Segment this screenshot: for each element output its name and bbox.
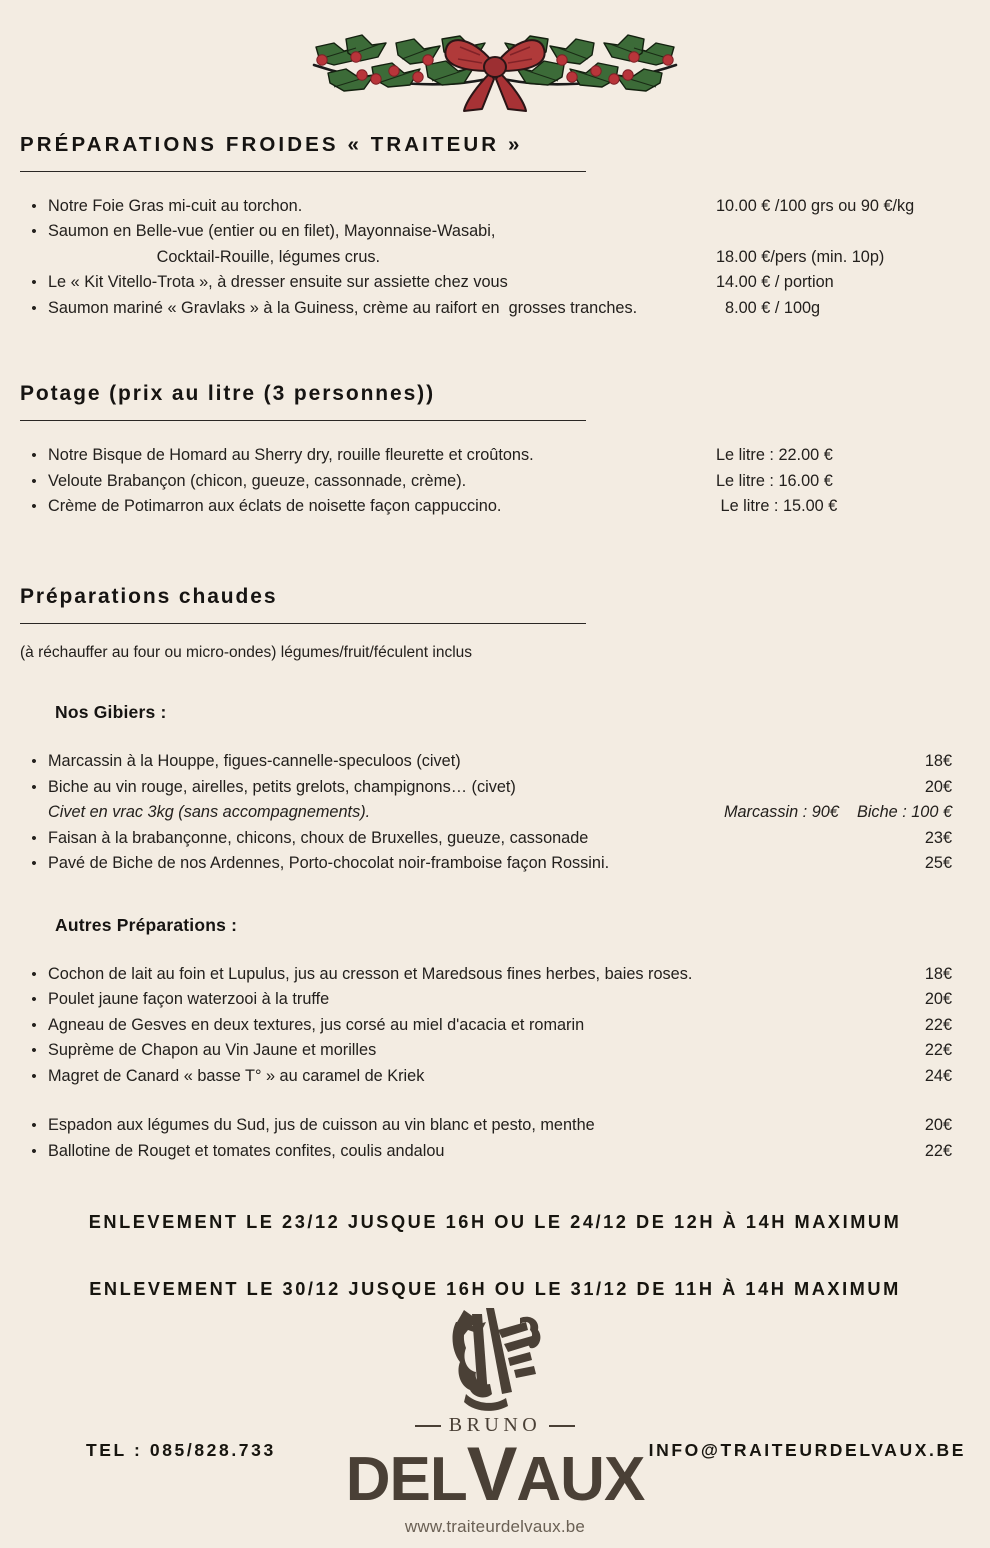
bullet-icon: •	[31, 1042, 37, 1060]
list-item	[20, 443, 970, 469]
bullet-icon: •	[31, 991, 37, 1009]
bullet-icon: •	[31, 965, 37, 983]
list-item	[20, 851, 970, 877]
section-title-cold: PRÉPARATIONS FROIDES « TRAITEUR »	[20, 133, 523, 156]
bullet-icon: •	[31, 1016, 37, 1034]
item-price: 18€	[924, 752, 952, 771]
item-description: Pavé de Biche de nos Ardennes, Porto-chocolat noir-framboise façon Rossini.	[48, 854, 610, 873]
list-item	[20, 826, 970, 852]
bullet-icon: •	[31, 855, 37, 873]
item-description: Cocktail-Rouille, légumes crus.	[48, 247, 381, 266]
contact-phone[interactable]: TEL : 085/828.733	[86, 1440, 276, 1461]
item-description: Notre Foie Gras mi-cuit au torchon.	[48, 196, 303, 215]
item-price: Marcassin : 90€ Biche : 100 €	[723, 803, 952, 822]
list-item	[20, 219, 970, 245]
item-description: Veloute Brabançon (chicon, gueuze, cassonnade, crème).	[48, 471, 467, 490]
list-item	[20, 1139, 970, 1165]
list-item	[20, 1013, 970, 1039]
item-description: Crème de Potimarron aux éclats de noisette façon cappuccino.	[48, 497, 502, 516]
contact-email[interactable]: INFO@TRAITEURDELVAUX.BE	[648, 1440, 966, 1461]
bullet-icon: •	[31, 829, 37, 847]
cold-items-list	[20, 194, 970, 322]
brand-delvaux-v: V	[466, 1432, 517, 1518]
item-price: 22€	[924, 1041, 952, 1060]
section-title-hot: Préparations chaudes	[20, 584, 278, 608]
bullet-icon: •	[31, 1142, 37, 1160]
item-description: Biche au vin rouge, airelles, petits grelots, champignons… (civet)	[48, 777, 516, 796]
bullet-icon: •	[31, 299, 37, 317]
item-description: Marcassin à la Houppe, figues-cannelle-speculoos (civet)	[48, 752, 461, 771]
list-item	[20, 987, 970, 1013]
section-cold-preparations	[0, 132, 990, 321]
bullet-icon: •	[31, 778, 37, 796]
pickup-notice-newyear: ENLEVEMENT LE 30/12 JUSQUE 16H OU LE 31/12 DE 11H À 14H MAXIMUM	[89, 1279, 901, 1300]
brand-delvaux	[345, 1432, 645, 1518]
bullet-icon: •	[31, 223, 37, 241]
list-item	[20, 245, 970, 271]
item-description: Agneau de Gesves en deux textures, jus corsé au miel d'acacia et romarin	[48, 1015, 585, 1034]
list-item	[20, 775, 970, 801]
list-item	[20, 270, 970, 296]
list-item	[20, 1064, 970, 1090]
item-description: Civet en vrac 3kg (sans accompagnements).	[48, 803, 371, 822]
autres-items-list	[20, 962, 970, 1165]
item-description: Suprème de Chapon au Vin Jaune et morilles	[48, 1041, 377, 1060]
list-item	[20, 1113, 970, 1139]
brand-dash-left	[415, 1425, 441, 1427]
item-description: Magret de Canard « basse T° » au caramel de Kriek	[48, 1066, 425, 1085]
soup-items-list	[20, 443, 970, 520]
brand-website: www.traiteurdelvaux.be	[404, 1517, 586, 1537]
section-divider	[20, 420, 586, 421]
item-description: Espadon aux légumes du Sud, jus de cuisson au vin blanc et pesto, menthe	[48, 1116, 595, 1135]
item-price: 22€	[924, 1015, 952, 1034]
holly-garland-icon	[300, 17, 690, 113]
bullet-icon: •	[31, 447, 37, 465]
item-description: Faisan à la brabançonne, chicons, choux de Bruxelles, gueuze, cassonade	[48, 828, 589, 847]
subsection-heading-gibiers: Nos Gibiers :	[55, 702, 167, 723]
brand-bruno: BRUNO	[448, 1414, 542, 1437]
bullet-icon: •	[31, 274, 37, 292]
section-divider	[20, 171, 586, 172]
bullet-icon: •	[31, 472, 37, 490]
gibiers-items-list	[20, 749, 970, 877]
list-item	[20, 296, 970, 322]
brand-delvaux-d: D	[345, 1445, 390, 1515]
item-description: Poulet jaune façon waterzooi à la truffe	[48, 990, 330, 1009]
item-price: 23€	[924, 828, 952, 847]
item-price: 10.00 € /100 grs ou 90 €/kg	[716, 196, 915, 215]
section-divider	[20, 623, 586, 624]
list-item	[20, 194, 970, 220]
item-description: Cochon de lait au foin et Lupulus, jus au cresson et Maredsous fines herbes, baies roses.	[48, 964, 693, 983]
section-soups	[0, 381, 990, 520]
item-price: 20€	[924, 777, 952, 796]
brand-delvaux-el: EL	[389, 1445, 467, 1515]
item-price: Le litre : 22.00 €	[716, 446, 833, 465]
item-price: 8.00 € / 100g	[716, 298, 821, 317]
list-item	[20, 469, 970, 495]
list-item	[20, 1038, 970, 1064]
list-item	[20, 494, 970, 520]
item-price: 25€	[924, 854, 952, 873]
bullet-icon: •	[31, 753, 37, 771]
item-price: 18.00 €/pers (min. 10p)	[716, 247, 885, 266]
item-description: Saumon mariné « Gravlaks » à la Guiness, crème au raifort en grosses tranches.	[48, 298, 638, 317]
item-price: 20€	[924, 990, 952, 1009]
list-item	[20, 749, 970, 775]
holly-garland-decoration	[0, 0, 990, 118]
section-title-soups: Potage (prix au litre (3 personnes))	[20, 382, 435, 406]
subsection-heading-autres: Autres Préparations :	[55, 914, 238, 935]
item-description: Saumon en Belle-vue (entier ou en filet), Mayonnaise-Wasabi,	[48, 222, 496, 241]
item-description: Le « Kit Vitello-Trota », à dresser ensuite sur assiette chez vous	[48, 273, 508, 292]
item-price: 14.00 € / portion	[716, 273, 834, 292]
reheating-note: (à réchauffer au four ou micro-ondes) légumes/fruit/féculent inclus	[20, 644, 473, 662]
item-price: 20€	[924, 1116, 952, 1135]
bullet-icon: •	[31, 1067, 37, 1085]
item-description: Notre Bisque de Homard au Sherry dry, rouille fleurette et croûtons.	[48, 446, 534, 465]
bullet-icon: •	[31, 1117, 37, 1135]
brand-delvaux-aux: AUX	[516, 1445, 645, 1515]
bullet-icon: •	[31, 197, 37, 215]
section-hot-preparations	[0, 584, 990, 1164]
chef-face-emblem-icon	[420, 1300, 570, 1418]
item-description: Ballotine de Rouget et tomates confites, coulis andalou	[48, 1141, 445, 1160]
item-price: 18€	[924, 964, 952, 983]
item-price: Le litre : 15.00 €	[716, 497, 838, 516]
item-price: Le litre : 16.00 €	[716, 471, 833, 490]
item-price: 24€	[924, 1066, 952, 1085]
list-item	[20, 800, 970, 826]
list-item	[20, 962, 970, 988]
pickup-notice-christmas: ENLEVEMENT LE 23/12 JUSQUE 16H OU LE 24/12 DE 12H À 14H MAXIMUM	[88, 1212, 902, 1233]
bullet-icon: •	[31, 498, 37, 516]
brand-logo	[0, 1300, 990, 1537]
brand-dash-right	[549, 1425, 575, 1427]
footer	[0, 1300, 990, 1537]
item-price: 22€	[924, 1141, 952, 1160]
